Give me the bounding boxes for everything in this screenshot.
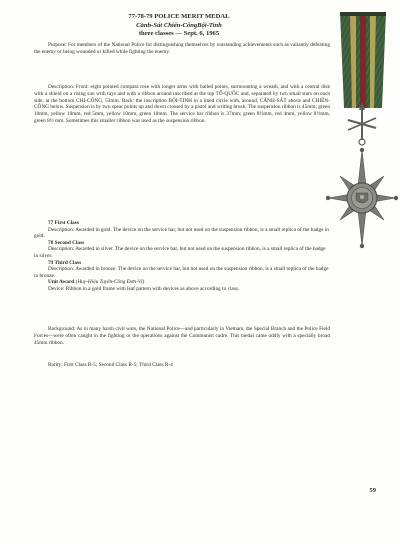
medal-classes-date: three classes — Sept. 6, 1965 <box>138 30 220 38</box>
purpose-text: Purpose: For members of the National Police for distinguishing themselves by outstanding achievements such as valiantly defeating the enemy or being wounded or killed while fighting the enemy. <box>34 42 330 55</box>
description-paragraph <box>34 84 330 125</box>
class-third-heading: 79 Third Class <box>48 259 82 266</box>
page-number: 59 <box>369 487 376 494</box>
medal-badge <box>326 148 398 248</box>
class-list <box>34 220 330 293</box>
background-paragraph <box>34 326 330 346</box>
background-text: Background: As in many harsh civil wars, the National Police—and particularly in Vietnam, the Special Branch and the Police Field Forces—were often caught in the fighting or the operations against the Communist cadre. This medal came oddly with a specially broad 45mm ribbon. <box>34 326 330 346</box>
class-first-description: Description: Awarded in gold. The device on the service bar, but not used on the suspension ribbon, is a small replica of the badge in gold. <box>34 226 329 240</box>
unit-award-description: Device: Ribbon in a gold frame with leaf pattern with devices as above according to class. <box>48 285 240 292</box>
medal-illustration <box>326 8 398 280</box>
title-block <box>34 13 324 39</box>
class-second-heading: 78 Second Class <box>48 239 85 246</box>
unit-award-heading <box>34 279 330 286</box>
medal-title: 77-78-79 POLICE MERIT MEDAL <box>128 13 230 20</box>
class-first-heading: 77 First Class <box>48 220 79 226</box>
suspension-ribbon <box>340 12 386 108</box>
medal-vietnamese-name: Cảnh-Sát Chiến-CôngBội-Tinh <box>136 21 222 29</box>
suspension-device <box>348 102 376 145</box>
class-second-description: Description: Awarded in silver. The device on the service bar, but not used on the suspension ribbon, is a small replica of the badge in silver. <box>34 246 326 259</box>
unit-award-title: Unit Award <box>48 279 75 286</box>
purpose-paragraph <box>34 42 330 56</box>
rarity-text: Rarity: First Class R-5; Second Class R-5; Third Class R-4 <box>48 362 173 368</box>
unit-award-vietnamese: (Huy-Hiệu Tuyên-Công Đơn-Vị) <box>75 279 145 286</box>
description-text: Description: Front: eight pointed compass rose with longer arms with balled points, surmounting a wreath, and with a central disk with a shield on a rising sun with rays and with a ribbon around inscribed at the top TỔ-QUỐC and, separated by two small stars on each side, at the bottom CHI-CÔNG, 53mm. Back: the inscription BỘI-TINH in a lined circle with, around, CẢNH-SÁT above and CHIẾN-CÔNG below. Suspension is by two spear points up and down crossed by a pistol and writing brush. The suspension ribbon is 45mm; green 10mm, yellow 10mm, red 5mm, yellow 10mm, green 10mm. The service bar ribbon is 37mm; green 8½mm, red 4mm, yellow 8½mm, green 8½ mm. Sometimes this smaller ribbon was used as the suspension ribbon. <box>34 84 331 124</box>
class-third-description: Description: Awarded in bronze. The device on the service bar, but not used on the suspension ribbon, is a small replica of the badge in bronze. <box>34 266 329 279</box>
